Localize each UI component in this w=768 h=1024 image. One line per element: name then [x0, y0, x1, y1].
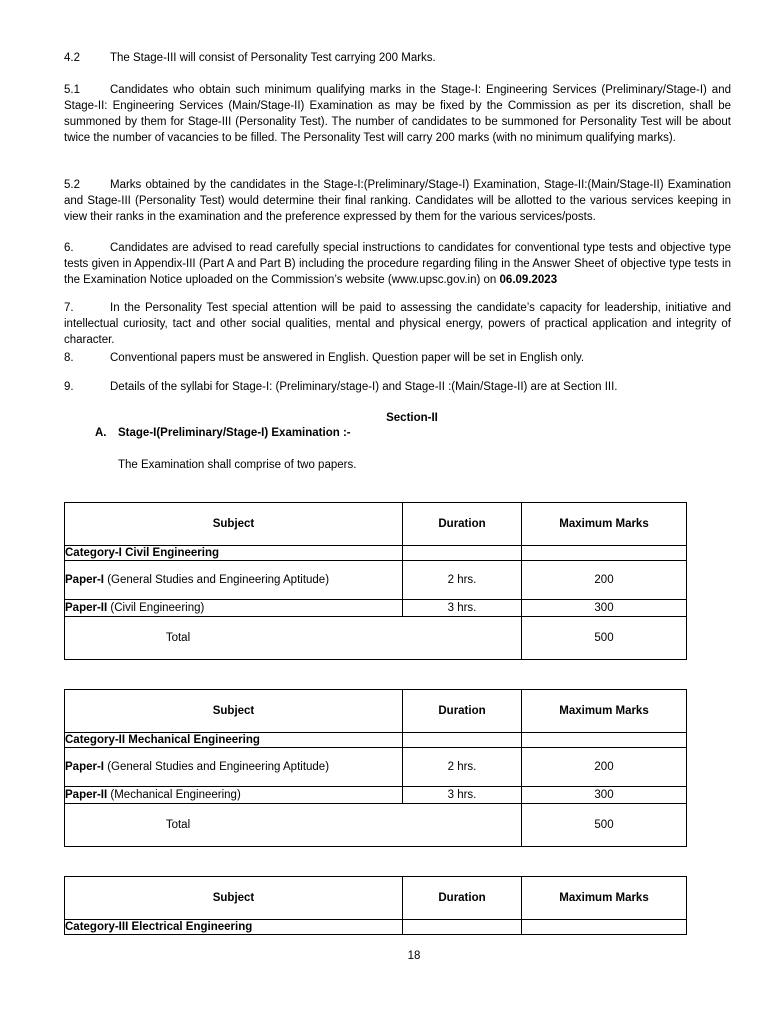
empty-cell — [403, 920, 522, 935]
paper-2-marks: 300 — [522, 787, 687, 804]
empty-cell — [403, 546, 522, 561]
empty-cell — [522, 733, 687, 748]
para-6 — [64, 240, 731, 288]
total-label: Total — [65, 617, 522, 660]
paper-2-subject — [65, 600, 403, 617]
subheading-text: Stage-I(Preliminary/Stage-I) Examination :- — [118, 427, 351, 439]
header-duration: Duration — [403, 503, 522, 546]
papers-table-electrical — [64, 876, 687, 935]
empty-cell — [522, 546, 687, 561]
header-marks: Maximum Marks — [522, 690, 687, 733]
paper-desc: (Mechanical Engineering) — [107, 789, 241, 801]
header-subject: Subject — [65, 690, 403, 733]
para-text: Candidates who obtain such minimum qualifying marks in the Stage-I: Engineering Services (Preliminary/Stage-I) and Stage-II: Engineering Services (Main/Stage-II) Examination as may be fixed by the Commission as per its discretion, shall be summoned by them for Stage-III (Personality Test). The number of candidates to be summoned for Personality Test will be about twice the number of vacancies to be filled. The Personality Test will carry 200 marks (with no minimum qualifying marks). — [64, 84, 731, 144]
category-label: Category-III Electrical Engineering — [65, 920, 403, 935]
paper-2-subject — [65, 787, 403, 804]
para-number: 6. — [64, 242, 74, 254]
para-5-2 — [64, 177, 731, 225]
paper-label: Paper-I — [65, 761, 104, 773]
paper-label: Paper-II — [65, 789, 108, 801]
para-text: Details of the syllabi for Stage-I: (Preliminary/stage-I) and Stage-II :(Main/Stage-II) are at Section III. — [110, 381, 618, 393]
paper-desc: (General Studies and Engineering Aptitude) — [104, 574, 330, 586]
para-number: 7. — [64, 302, 74, 314]
category-label: Category-II Mechanical Engineering — [65, 733, 403, 748]
paper-label: Paper-II — [65, 602, 108, 614]
para-5-1 — [64, 82, 731, 146]
para-number: 8. — [64, 352, 74, 364]
para-text: Marks obtained by the candidates in the Stage-I:(Preliminary/Stage-I) Examination, Stage-II:(Main/Stage-II) Examination and Stage-III (Personality Test) would determine their final ranking. Candidates will be allotted to the various services keeping in view their ranks in the examination and the preference expressed by them for the various services/posts. — [64, 179, 731, 223]
paper-desc: (General Studies and Engineering Aptitude) — [104, 761, 330, 773]
paper-2-duration: 3 hrs. — [403, 600, 522, 617]
paper-2-duration: 3 hrs. — [403, 787, 522, 804]
paper-1-duration: 2 hrs. — [403, 748, 522, 787]
empty-cell — [522, 920, 687, 935]
page-number: 18 — [407, 950, 421, 962]
para-text: In the Personality Test special attention will be paid to assessing the candidate’s capacity for leadership, initiative and intellectual curiosity, tact and other social qualities, mental and physical energy, powers of practical application and integrity of character. — [64, 302, 731, 346]
header-subject: Subject — [65, 503, 403, 546]
paper-1-duration: 2 hrs. — [403, 561, 522, 600]
paper-1-subject — [65, 561, 403, 600]
para-7 — [64, 300, 731, 348]
paper-1-subject — [65, 748, 403, 787]
para-number: 9. — [64, 381, 74, 393]
header-duration: Duration — [403, 690, 522, 733]
para-text: Candidates are advised to read carefully special instructions to candidates for conventional type tests and objective type tests given in Appendix-III (Part A and Part B) including the procedure regarding filing in the Answer Sheet of objective type tests in the Examination Notice uploaded on the Commission’s website (www.upsc.gov.in) on — [64, 242, 731, 286]
para-number: 4.2 — [64, 52, 80, 64]
para-text: The Stage-III will consist of Personality Test carrying 200 Marks. — [110, 52, 436, 64]
total-label: Total — [65, 804, 522, 847]
papers-table-mechanical — [64, 689, 687, 847]
paper-1-marks: 200 — [522, 748, 687, 787]
para-number: 5.2 — [64, 179, 80, 191]
header-marks: Maximum Marks — [522, 877, 687, 920]
subheading-letter: A. — [95, 427, 107, 439]
section-title: Section-II — [386, 412, 438, 424]
paper-1-marks: 200 — [522, 561, 687, 600]
header-subject: Subject — [65, 877, 403, 920]
para-8 — [64, 350, 731, 366]
total-marks: 500 — [522, 617, 687, 660]
subheading — [95, 425, 351, 441]
para-4-2 — [64, 50, 731, 66]
category-label: Category-I Civil Engineering — [65, 546, 403, 561]
para-text: Conventional papers must be answered in English. Question paper will be set in English only. — [110, 352, 585, 364]
para-number: 5.1 — [64, 84, 80, 96]
papers-table-civil — [64, 502, 687, 660]
header-marks: Maximum Marks — [522, 503, 687, 546]
para-9 — [64, 379, 731, 395]
intro-text: The Examination shall comprise of two papers. — [118, 459, 357, 471]
empty-cell — [403, 733, 522, 748]
paper-2-marks: 300 — [522, 600, 687, 617]
total-marks: 500 — [522, 804, 687, 847]
header-duration: Duration — [403, 877, 522, 920]
notice-date: 06.09.2023 — [499, 274, 558, 286]
paper-label: Paper-I — [65, 574, 104, 586]
paper-desc: (Civil Engineering) — [107, 602, 205, 614]
